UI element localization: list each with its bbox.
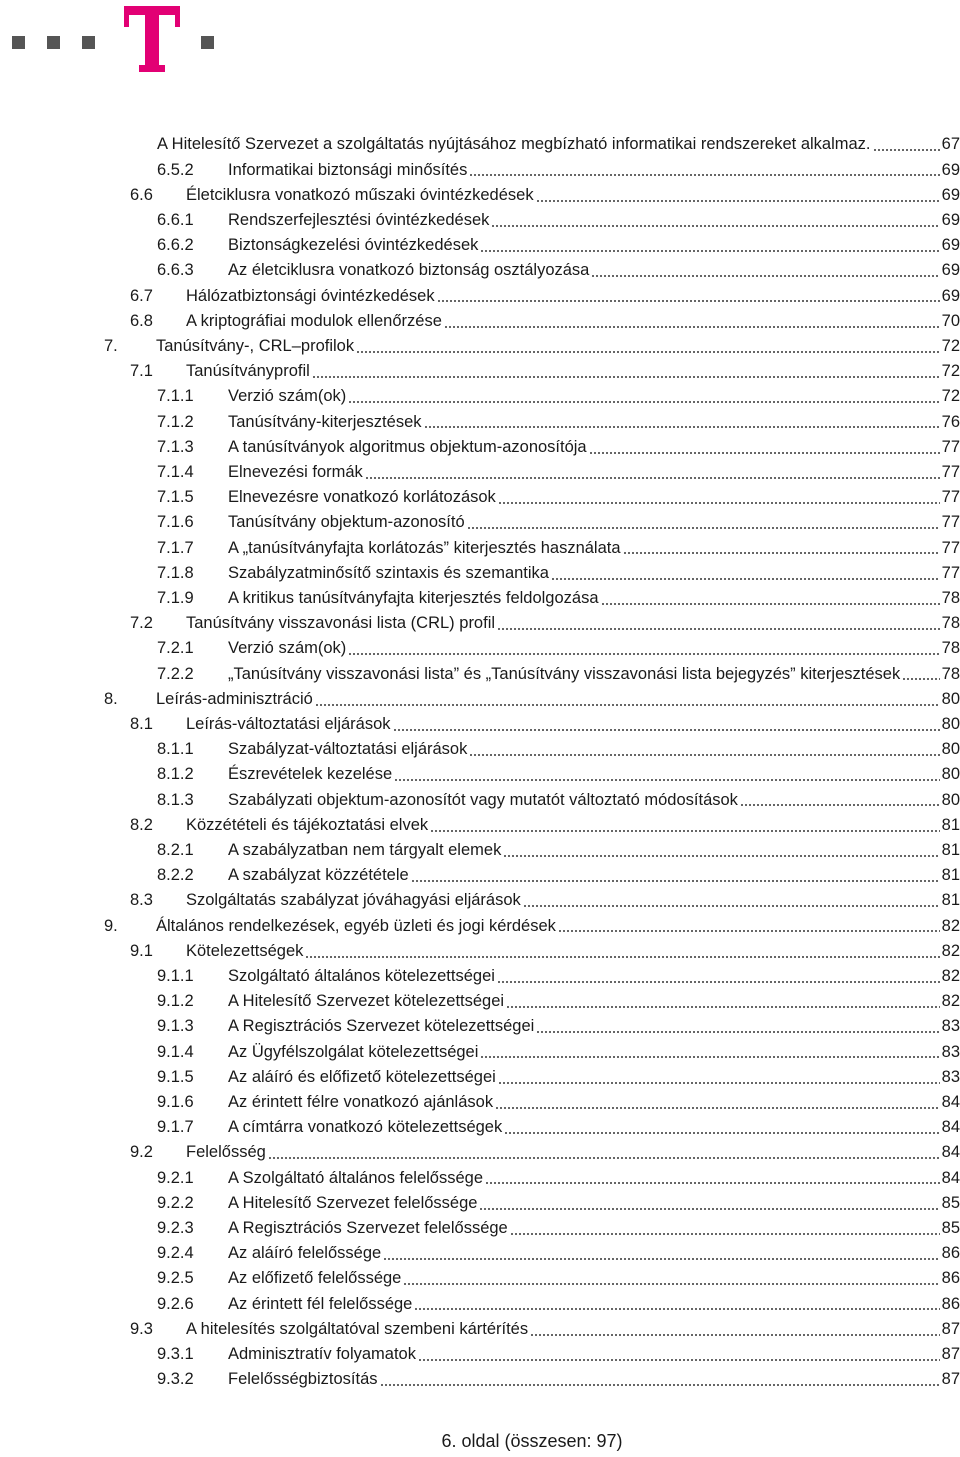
toc-entry-title: „Tanúsítvány visszavonási lista” és „Tanúsítvány visszavonási lista bejegyzés” kiterjesztések — [228, 664, 901, 683]
dot-leader — [394, 779, 939, 781]
toc-entry-number: 7.1.5 — [157, 488, 194, 507]
dot-leader — [403, 1283, 939, 1285]
toc-entry-number: 9.2.4 — [157, 1244, 194, 1263]
dot-leader — [558, 930, 940, 932]
toc-entry-page: 85 — [941, 1193, 960, 1212]
toc-entry-title: Hálózatbiztonsági óvintézkedések — [186, 286, 435, 305]
toc-entry[interactable] — [0, 1190, 960, 1215]
toc-entry[interactable] — [0, 460, 960, 485]
toc-entry-page: 77 — [941, 462, 960, 481]
toc-entry-page: 80 — [941, 740, 960, 759]
toc-entry-number: 7.2.2 — [157, 664, 194, 683]
toc-entry[interactable] — [0, 989, 960, 1014]
toc-entry-number: 7.1.1 — [157, 387, 194, 406]
toc-entry-number: 9. — [104, 916, 118, 935]
toc-entry-page: 69 — [941, 261, 960, 280]
toc-entry[interactable] — [0, 737, 960, 762]
brand-square — [82, 36, 95, 49]
dot-leader — [480, 1056, 939, 1058]
dot-leader — [536, 1031, 939, 1033]
toc-entry-number: 7.1.8 — [157, 563, 194, 582]
toc-entry-number: 6.7 — [130, 286, 153, 305]
toc-entry-page: 83 — [941, 1042, 960, 1061]
toc-entry-page: 82 — [941, 966, 960, 985]
toc-entry-title: Közzétételi és tájékoztatási elvek — [186, 815, 429, 834]
toc-entry-number: 6.6 — [130, 185, 153, 204]
toc-entry-number: 9.1.7 — [157, 1118, 194, 1137]
toc-entry-title: Tanúsítványprofil — [186, 362, 310, 381]
toc-entry-title: A Hitelesítő Szervezet felelőssége — [228, 1193, 478, 1212]
toc-entry-number: 7.2.1 — [157, 639, 194, 658]
dot-leader — [495, 1107, 940, 1109]
toc-entry[interactable] — [0, 409, 960, 434]
dot-leader — [503, 855, 939, 857]
dot-leader — [469, 754, 939, 756]
toc-entry[interactable] — [0, 1014, 960, 1039]
dot-leader — [437, 300, 940, 302]
toc-entry-title: A Regisztrációs Szervezet felelőssége — [228, 1218, 508, 1237]
dot-leader — [411, 880, 940, 882]
toc-entry[interactable] — [0, 132, 960, 157]
toc-entry-number: 9.2.1 — [157, 1168, 194, 1187]
toc-entry[interactable] — [0, 1291, 960, 1316]
toc-entry-title: Felelősségbiztosítás — [228, 1370, 378, 1389]
toc-entry-title: Tanúsítvány-, CRL–profilok — [156, 336, 355, 355]
toc-entry-title: Az aláíró és előfizető kötelezettségei — [228, 1067, 496, 1086]
toc-entry-title: Tanúsítvány visszavonási lista (CRL) profil — [186, 614, 496, 633]
toc-entry-page: 80 — [941, 714, 960, 733]
toc-entry[interactable] — [0, 913, 960, 938]
dot-leader — [469, 174, 939, 176]
dot-leader — [510, 1233, 940, 1235]
toc-entry-number: 7.1.7 — [157, 538, 194, 557]
toc-entry-number: 8.1.3 — [157, 790, 194, 809]
dot-leader — [491, 225, 939, 227]
toc-entry-title: A hitelesítés szolgáltatóval szembeni kártérítés — [186, 1319, 529, 1338]
toc-entry[interactable] — [0, 334, 960, 359]
dot-leader — [305, 956, 939, 958]
toc-entry[interactable] — [0, 1090, 960, 1115]
toc-entry[interactable] — [0, 1140, 960, 1165]
toc-entry-title: A Hitelesítő Szervezet a szolgáltatás nyújtásához megbízható informatikai rendszereket alkalmaz. — [157, 135, 871, 154]
toc-entry-number: 9.1.2 — [157, 992, 194, 1011]
toc-entry-page: 77 — [941, 538, 960, 557]
toc-entry-title: Elnevezésre vonatkozó korlátozások — [228, 488, 496, 507]
toc-entry-page: 67 — [941, 135, 960, 154]
toc-entry-page: 82 — [941, 916, 960, 935]
toc-entry-page: 69 — [941, 210, 960, 229]
toc-entry-number: 9.2.2 — [157, 1193, 194, 1212]
toc-entry[interactable] — [0, 233, 960, 258]
telekom-logo — [124, 6, 180, 72]
toc-entry-number: 7.1.2 — [157, 412, 194, 431]
toc-entry[interactable] — [0, 434, 960, 459]
dot-leader — [418, 1359, 940, 1361]
toc-entry-title: Elnevezési formák — [228, 462, 363, 481]
toc-entry-title: A szabályzat közzététele — [228, 866, 409, 885]
toc-entry[interactable] — [0, 686, 960, 711]
toc-entry-number: 9.1.1 — [157, 966, 194, 985]
dot-leader — [393, 729, 940, 731]
toc-entry[interactable] — [0, 208, 960, 233]
toc-entry-title: Szolgáltató általános kötelezettségei — [228, 966, 495, 985]
toc-entry[interactable] — [0, 308, 960, 333]
toc-entry-number: 9.1.6 — [157, 1092, 194, 1111]
toc-entry[interactable] — [0, 611, 960, 636]
toc-entry-title: Az életciklusra vonatkozó biztonság osztályozása — [228, 261, 590, 280]
toc-entry[interactable] — [0, 787, 960, 812]
toc-entry-number: 8.1 — [130, 714, 153, 733]
dot-leader — [498, 502, 940, 504]
toc-entry-number: 9.2.3 — [157, 1218, 194, 1237]
toc-entry-page: 80 — [941, 689, 960, 708]
toc-entry-title: Szabályzatminősítő szintaxis és szemantika — [228, 563, 549, 582]
toc-entry[interactable] — [0, 535, 960, 560]
toc-entry-page: 77 — [941, 488, 960, 507]
dot-leader — [589, 452, 940, 454]
toc-entry[interactable] — [0, 1064, 960, 1089]
toc-entry-page: 69 — [941, 236, 960, 255]
toc-entry-page: 81 — [941, 891, 960, 910]
toc-entry-number: 7.1 — [130, 362, 153, 381]
toc-entry-page: 81 — [941, 866, 960, 885]
toc-entry-number: 7.1.9 — [157, 588, 194, 607]
toc-entry-page: 84 — [941, 1092, 960, 1111]
dot-leader — [268, 1157, 940, 1159]
toc-entry[interactable] — [0, 1115, 960, 1140]
toc-entry[interactable] — [0, 157, 960, 182]
dot-leader — [467, 527, 940, 529]
toc-entry[interactable] — [0, 888, 960, 913]
toc-entry-title: Biztonságkezelési óvintézkedések — [228, 236, 479, 255]
dot-leader — [380, 1384, 940, 1386]
toc-entry-page: 78 — [941, 614, 960, 633]
dot-leader — [523, 905, 940, 907]
toc-entry[interactable] — [0, 1266, 960, 1291]
toc-entry-title: Verzió szám(ok) — [228, 639, 347, 658]
toc-entry-title: Szabályzati objektum-azonosítót vagy mutatót változtató módosítások — [228, 790, 738, 809]
dot-leader — [497, 981, 940, 983]
dot-leader — [444, 326, 940, 328]
dot-leader — [414, 1308, 939, 1310]
toc-entry-page: 76 — [941, 412, 960, 431]
toc-entry-title: Leírás-változtatási eljárások — [186, 714, 391, 733]
brand-square — [201, 36, 214, 49]
toc-entry[interactable] — [0, 812, 960, 837]
brand-square — [12, 36, 25, 49]
toc-entry-number: 9.3.2 — [157, 1370, 194, 1389]
toc-entry[interactable] — [0, 1039, 960, 1064]
toc-entry-number: 9.1.4 — [157, 1042, 194, 1061]
toc-entry-page: 87 — [941, 1370, 960, 1389]
toc-entry[interactable] — [0, 964, 960, 989]
toc-entry[interactable] — [0, 1216, 960, 1241]
toc-entry[interactable] — [0, 838, 960, 863]
toc-entry-page: 70 — [941, 311, 960, 330]
toc-entry-number: 6.5.2 — [157, 160, 194, 179]
toc-entry-page: 87 — [941, 1344, 960, 1363]
toc-entry-page: 78 — [941, 639, 960, 658]
toc-entry-page: 86 — [941, 1269, 960, 1288]
toc-entry-title: A tanúsítványok algoritmus objektum-azonosítója — [228, 437, 587, 456]
toc-entry-title: Verzió szám(ok) — [228, 387, 347, 406]
dot-leader — [348, 401, 939, 403]
toc-entry-title: Általános rendelkezések, egyéb üzleti és jogi kérdések — [156, 916, 556, 935]
page-header — [0, 0, 960, 80]
toc-entry-page: 82 — [941, 941, 960, 960]
toc-entry[interactable] — [0, 1241, 960, 1266]
toc-entry-number: 8.1.1 — [157, 740, 194, 759]
toc-entry-title: Az aláíró felelőssége — [228, 1244, 382, 1263]
toc-entry-number: 9.1.5 — [157, 1067, 194, 1086]
toc-entry-number: 9.1.3 — [157, 1017, 194, 1036]
toc-entry-page: 78 — [941, 588, 960, 607]
toc-entry[interactable] — [0, 636, 960, 661]
toc-entry[interactable] — [0, 283, 960, 308]
toc-entry-number: 8. — [104, 689, 118, 708]
toc-entry-number: 8.2.2 — [157, 866, 194, 885]
toc-entry-title: Szolgáltatás szabályzat jóváhagyási eljárások — [186, 891, 521, 910]
dot-leader — [530, 1334, 940, 1336]
toc-entry-number: 7.1.6 — [157, 513, 194, 532]
toc-entry[interactable] — [0, 560, 960, 585]
toc-entry-title: A Szolgáltató általános felelőssége — [228, 1168, 484, 1187]
toc-entry-title: Leírás-adminisztráció — [156, 689, 313, 708]
dot-leader — [485, 1182, 940, 1184]
toc-entry-number: 9.3 — [130, 1319, 153, 1338]
toc-entry[interactable] — [0, 762, 960, 787]
toc-entry[interactable] — [0, 384, 960, 409]
dot-leader — [551, 578, 940, 580]
toc-entry-title: Az előfizető felelőssége — [228, 1269, 402, 1288]
toc-entry-page: 81 — [941, 840, 960, 859]
dot-leader — [623, 552, 940, 554]
toc-entry-number: 9.1 — [130, 941, 153, 960]
toc-entry-title: Szabályzat-változtatási eljárások — [228, 740, 468, 759]
toc-entry-number: 9.3.1 — [157, 1344, 194, 1363]
toc-entry-title: A címtárra vonatkozó kötelezettségek — [228, 1118, 503, 1137]
dot-leader — [315, 704, 940, 706]
dot-leader — [424, 426, 940, 428]
toc-entry-title: Az Ügyfélszolgálat kötelezettségei — [228, 1042, 479, 1061]
toc-entry-number: 7.2 — [130, 614, 153, 633]
toc-entry[interactable] — [0, 1316, 960, 1341]
toc-entry-page: 83 — [941, 1017, 960, 1036]
toc-entry-title: A szabályzatban nem tárgyalt elemek — [228, 840, 502, 859]
toc-entry-page: 83 — [941, 1067, 960, 1086]
toc-entry-number: 7. — [104, 336, 118, 355]
toc-entry[interactable] — [0, 863, 960, 888]
page-number-label: 6. oldal (összesen: 97) — [441, 1431, 623, 1451]
toc-entry-number: 8.1.2 — [157, 765, 194, 784]
toc-entry-number: 8.3 — [130, 891, 153, 910]
toc-entry[interactable] — [0, 938, 960, 963]
toc-entry-number: 8.2.1 — [157, 840, 194, 859]
toc-entry[interactable] — [0, 712, 960, 737]
toc-entry-page: 81 — [941, 815, 960, 834]
dot-leader — [365, 477, 940, 479]
toc-entry-title: Rendszerfejlesztési óvintézkedések — [228, 210, 490, 229]
toc-entry-page: 69 — [941, 185, 960, 204]
toc-entry-page: 80 — [941, 790, 960, 809]
toc-entry-page: 85 — [941, 1218, 960, 1237]
toc-entry-page: 72 — [941, 387, 960, 406]
toc-entry-title: Kötelezettségek — [186, 941, 304, 960]
toc-entry-title: Életciklusra vonatkozó műszaki óvintézkedések — [186, 185, 534, 204]
dot-leader — [348, 653, 939, 655]
toc-entry-page: 82 — [941, 992, 960, 1011]
dot-leader — [430, 830, 940, 832]
toc-entry-page: 72 — [941, 336, 960, 355]
toc-entry-number: 9.2.6 — [157, 1294, 194, 1313]
toc-entry-title: Az érintett fél felelőssége — [228, 1294, 413, 1313]
dot-leader — [480, 250, 939, 252]
toc-entry-number: 6.6.1 — [157, 210, 194, 229]
toc-entry-number: 8.2 — [130, 815, 153, 834]
toc-entry-title: Felelősség — [186, 1143, 266, 1162]
toc-entry[interactable] — [0, 661, 960, 686]
dot-leader — [504, 1132, 939, 1134]
dot-leader — [536, 200, 940, 202]
dot-leader — [902, 678, 939, 680]
toc-entry-number: 6.6.2 — [157, 236, 194, 255]
toc-entry-page: 78 — [941, 664, 960, 683]
dot-leader — [740, 804, 940, 806]
dot-leader — [312, 376, 940, 378]
toc-entry[interactable] — [0, 359, 960, 384]
toc-entry-title: A Regisztrációs Szervezet kötelezettségei — [228, 1017, 535, 1036]
toc-entry[interactable] — [0, 258, 960, 283]
toc-entry-title: A kriptográfiai modulok ellenőrzése — [186, 311, 442, 330]
dot-leader — [479, 1208, 939, 1210]
toc-entry[interactable] — [0, 510, 960, 535]
toc-entry-page: 86 — [941, 1244, 960, 1263]
dot-leader — [601, 603, 940, 605]
toc-entry-page: 86 — [941, 1294, 960, 1313]
dot-leader — [497, 628, 940, 630]
toc-entry-number: 7.1.4 — [157, 462, 194, 481]
toc-entry-page: 84 — [941, 1118, 960, 1137]
page-footer — [0, 1431, 960, 1452]
dot-leader — [873, 149, 940, 151]
toc-entry-page: 69 — [941, 286, 960, 305]
dot-leader — [383, 1258, 939, 1260]
toc-entry-title: Tanúsítvány objektum-azonosító — [228, 513, 465, 532]
toc-entry-page: 69 — [941, 160, 960, 179]
toc-entry-page: 84 — [941, 1143, 960, 1162]
toc-entry-page: 80 — [941, 765, 960, 784]
toc-entry-number: 9.2 — [130, 1143, 153, 1162]
brand-square — [47, 36, 60, 49]
toc-entry-title: Észrevételek kezelése — [228, 765, 393, 784]
toc-entry-page: 77 — [941, 513, 960, 532]
toc-entry-number: 6.8 — [130, 311, 153, 330]
toc-entry[interactable] — [0, 1367, 960, 1392]
toc-entry-page: 72 — [941, 362, 960, 381]
toc-entry-title: A „tanúsítványfajta korlátozás” kiterjesztés használata — [228, 538, 621, 557]
toc-entry-title: Informatikai biztonsági minősítés — [228, 160, 468, 179]
toc-entry[interactable] — [0, 182, 960, 207]
toc-entry-page: 77 — [941, 563, 960, 582]
toc-entry-title: Tanúsítvány-kiterjesztések — [228, 412, 422, 431]
toc-entry-number: 6.6.3 — [157, 261, 194, 280]
toc-entry-number: 7.1.3 — [157, 437, 194, 456]
toc-entry-title: Adminisztratív folyamatok — [228, 1344, 416, 1363]
toc-entry-page: 77 — [941, 437, 960, 456]
toc-entry-number: 9.2.5 — [157, 1269, 194, 1288]
toc-entry[interactable] — [0, 1342, 960, 1367]
toc-entry-page: 84 — [941, 1168, 960, 1187]
toc-entry[interactable] — [0, 485, 960, 510]
toc-entry[interactable] — [0, 586, 960, 611]
dot-leader — [356, 351, 940, 353]
dot-leader — [506, 1006, 940, 1008]
toc-entry[interactable] — [0, 1165, 960, 1190]
toc-entry-page: 87 — [941, 1319, 960, 1338]
toc-entry-title: A kritikus tanúsítványfajta kiterjesztés feldolgozása — [228, 588, 599, 607]
dot-leader — [498, 1082, 940, 1084]
dot-leader — [591, 275, 939, 277]
toc-entry-title: Az érintett félre vonatkozó ajánlások — [228, 1092, 494, 1111]
toc-entry-title: A Hitelesítő Szervezet kötelezettségei — [228, 992, 505, 1011]
